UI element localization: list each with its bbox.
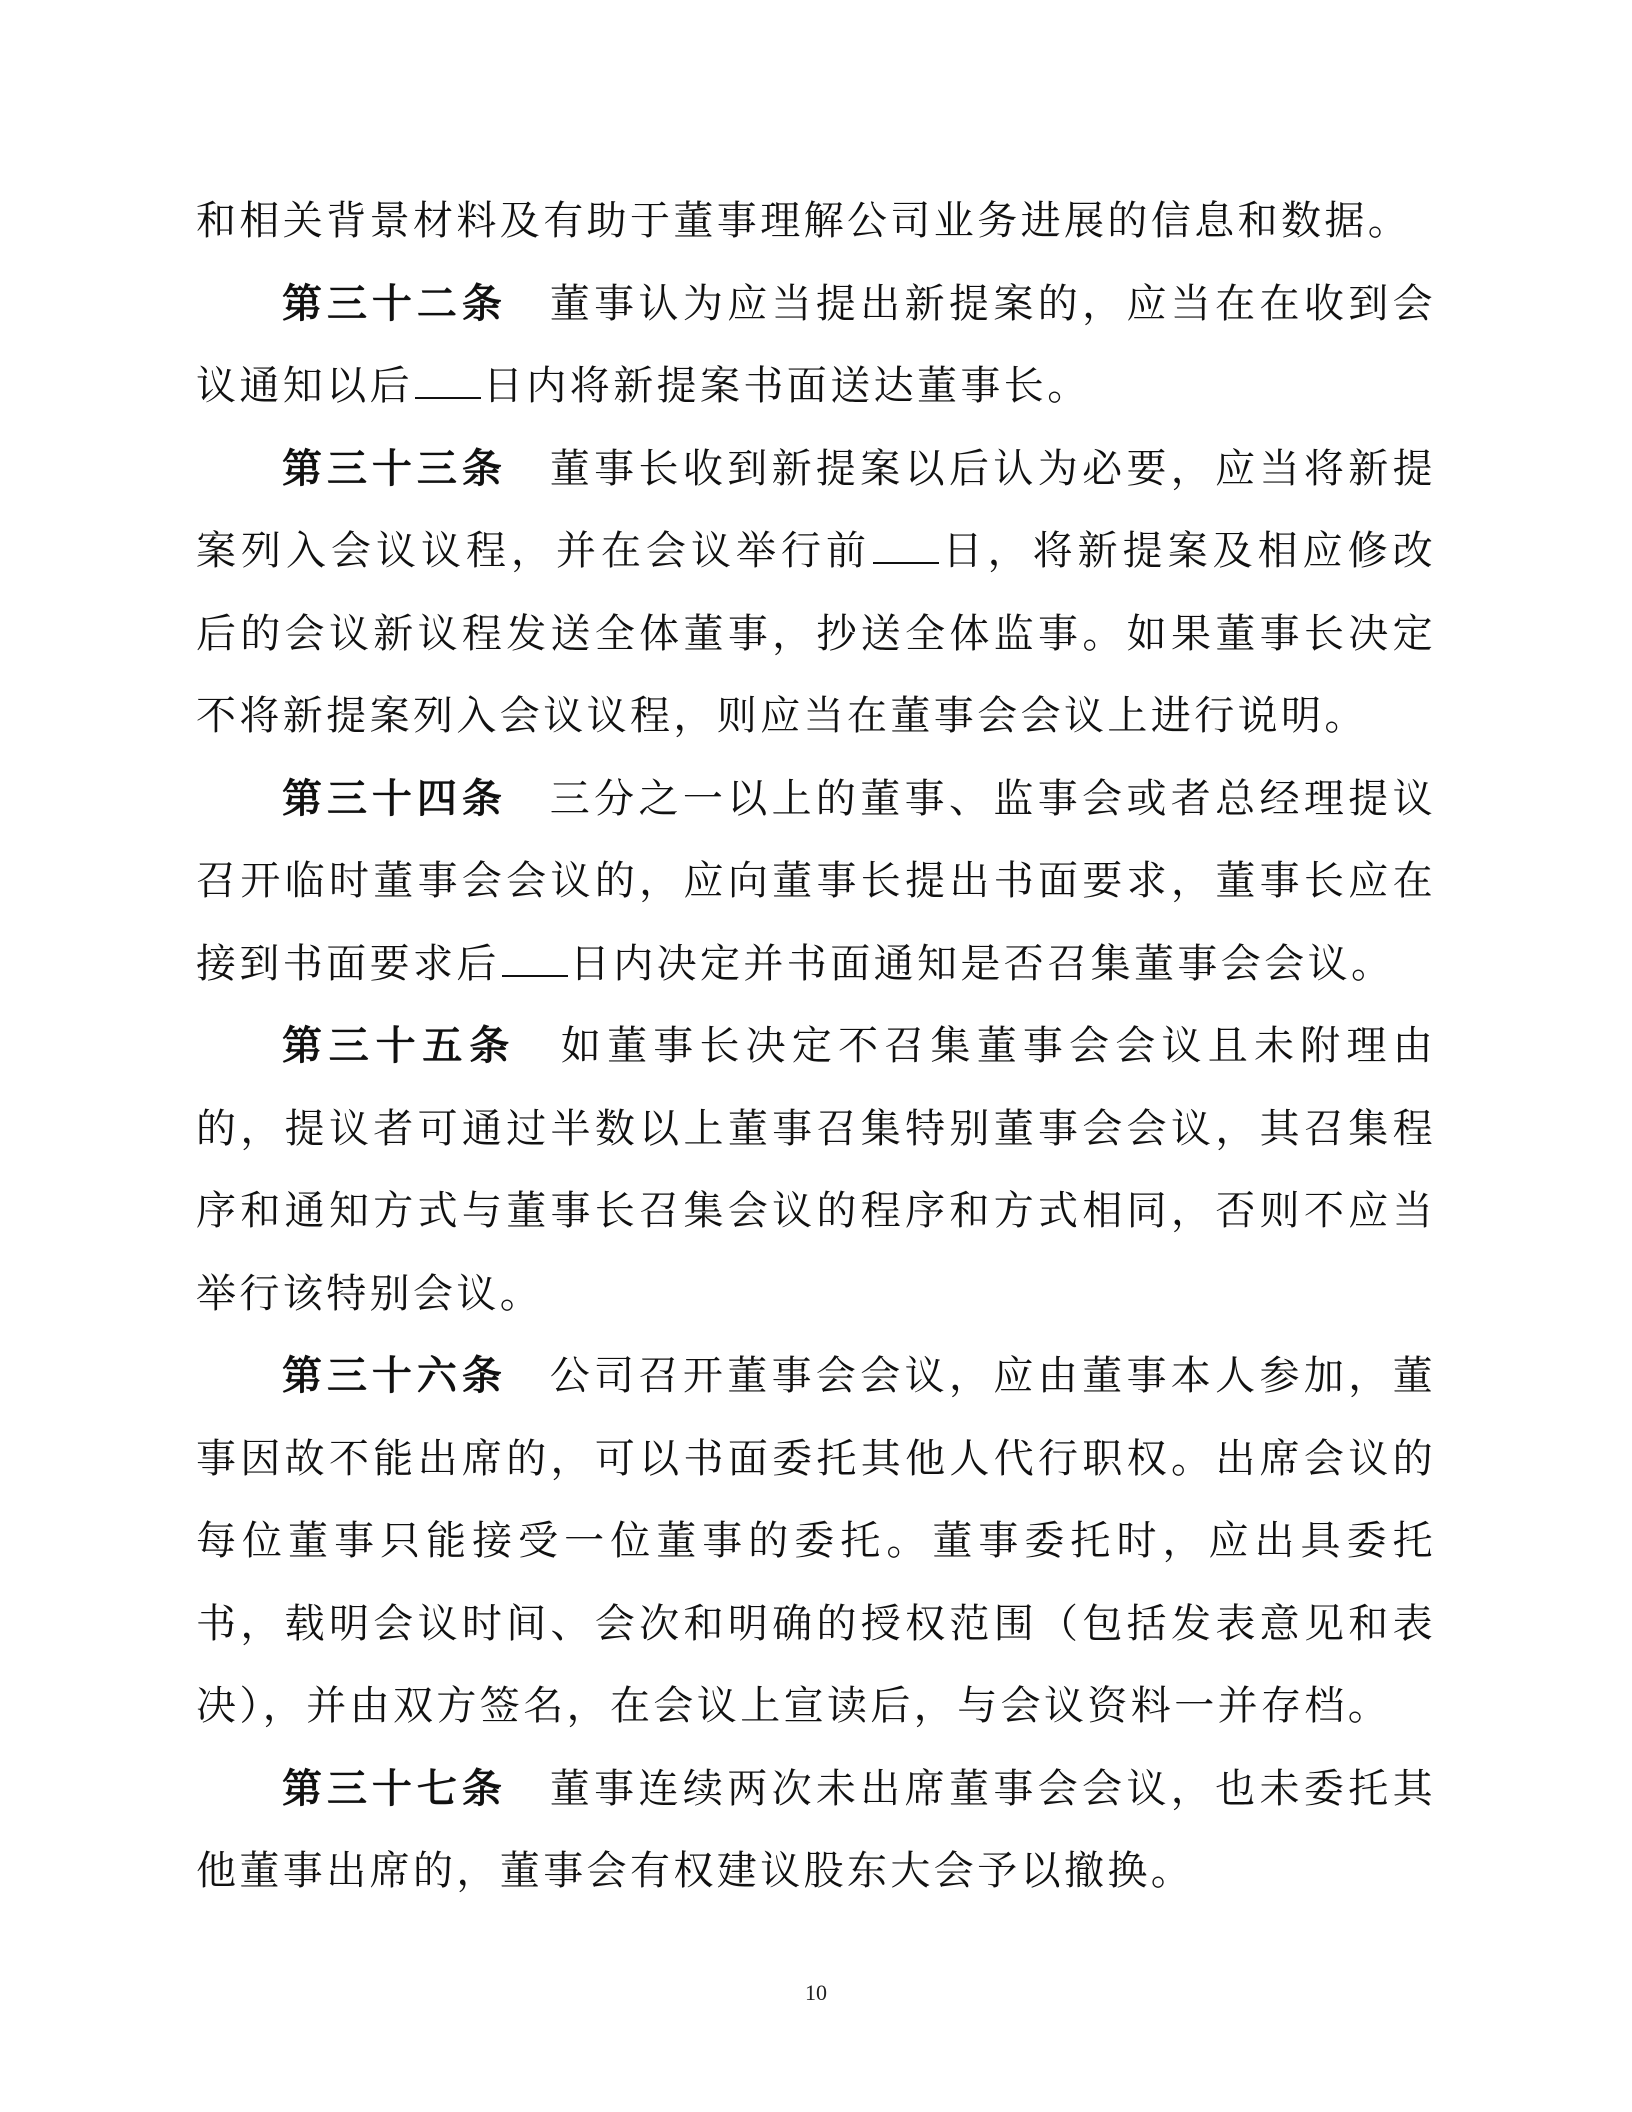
article-35-text: 如董事长决定不召集董事会会议且未附理由的，提议者可通过半数以上董事召集特别董事会会议，其召集程序和通知方式与董事长召集会议的程序和方式相同，否则不应当举行该特别会议。 (196, 1023, 1436, 1317)
article-32-text-part2: 日内将新提案书面送达董事长。 (483, 363, 1091, 409)
article-36-label: 第三十六条 (282, 1352, 507, 1399)
article-32-text-part1: 董事认为应当提出新提案的，应当在在收到会议通知以后 (196, 280, 1437, 409)
article-32 (196, 263, 1436, 428)
continuation-paragraph: 和相关背景材料及有助于董事理解公司业务进展的信息和数据。 (196, 198, 1412, 244)
article-33-text-part2: 日，将新提案及相应修改后的会议新议程发送全体董事，抄送全体监事。如果董事长决定不将新提案列入会议议程，则应当在董事会会议上进行说明。 (196, 528, 1436, 739)
article-37-text: 董事连续两次未出席董事会会议，也未委托其他董事出席的，董事会有权建议股东大会予以撤换。 (196, 1765, 1437, 1894)
article-34-label: 第三十四条 (282, 774, 507, 822)
article-35-label: 第三十五条 (282, 1022, 517, 1069)
article-32-label: 第三十二条 (282, 279, 507, 327)
fill-in-blank (415, 367, 481, 399)
article-34 (196, 758, 1436, 1006)
article-37 (196, 1748, 1436, 1913)
article-36-text: 公司召开董事会会议，应由董事本人参加，董事因故不能出席的，可以书面委托其他人代行职权。出席会议的每位董事只能接受一位董事的委托。董事委托时，应出具委托书，载明会议时间、会次和明确的授权范围（包括发表意见和表决），并由双方签名，在会议上宣读后，与会议资料一并存档。 (196, 1353, 1437, 1729)
page-number: 10 (805, 1980, 827, 2005)
fill-in-blank (873, 532, 939, 564)
article-33-label: 第三十三条 (282, 444, 507, 492)
article-35 (196, 1005, 1436, 1335)
document-body (196, 180, 1436, 1913)
article-36 (196, 1335, 1436, 1748)
article-34-text-part1: 三分之一以上的董事、监事会或者总经理提议召开临时董事会会议的，应向董事长提出书面要求，董事长应在接到书面要求后 (196, 775, 1437, 987)
article-34-text-part2: 日内决定并书面通知是否召集董事会会议。 (569, 940, 1395, 987)
article-33 (196, 428, 1436, 758)
article-37-label: 第三十七条 (282, 1764, 507, 1812)
article-33-text-part1: 董事长收到新提案以后认为必要，应当将新提案列入会议议程，并在会议举行前 (196, 445, 1437, 574)
fill-in-blank (502, 945, 568, 977)
